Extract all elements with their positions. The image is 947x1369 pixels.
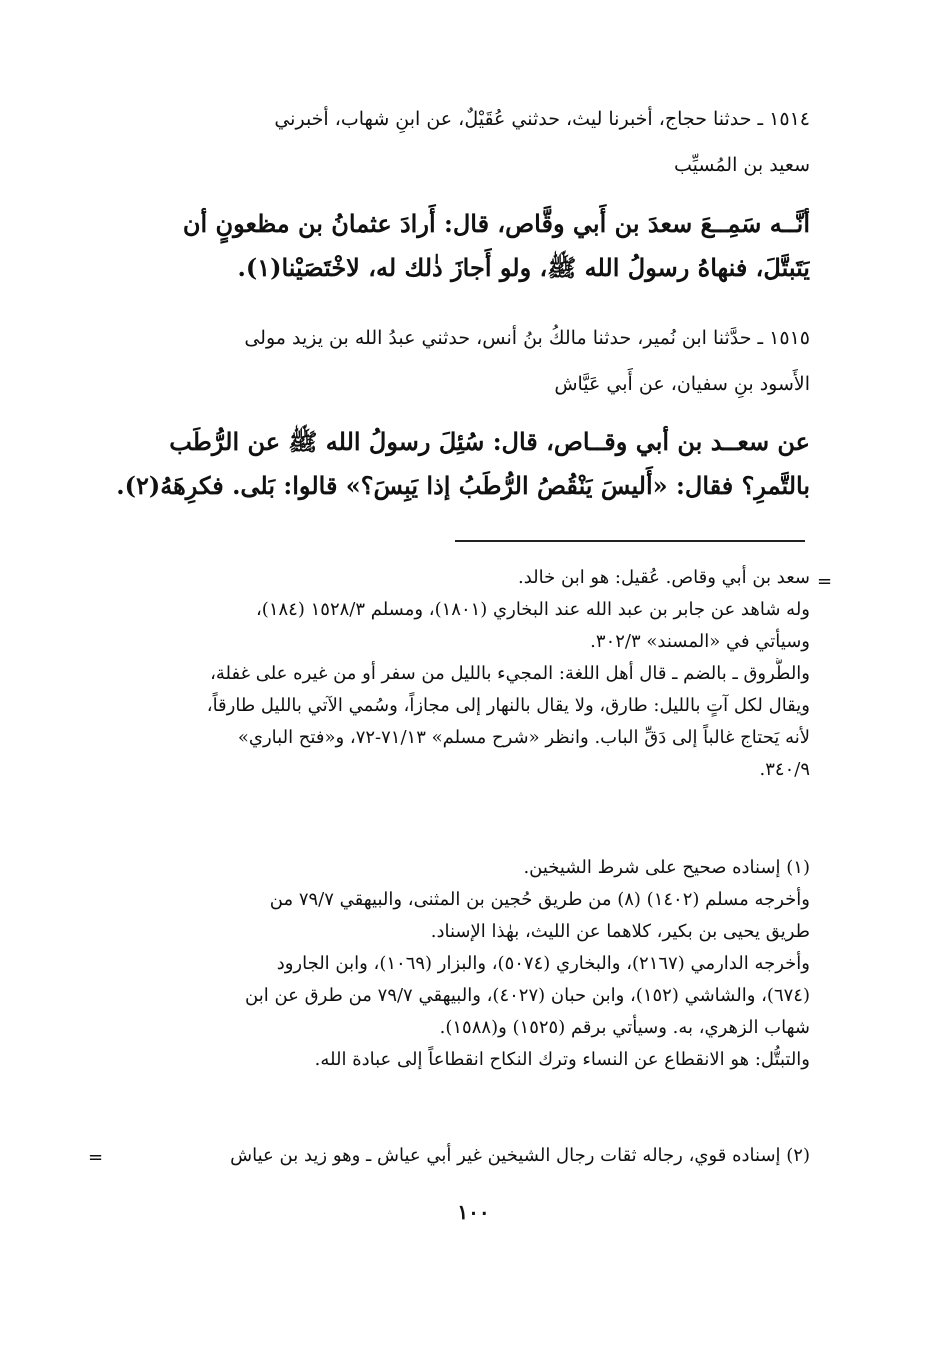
footnote-line: وله شاهد عن جابر بن عبد الله عند البخاري (١٨٠١)، ومسلم ١٥٢٨/٣ (١٨٤)، [256,599,810,620]
footnote-line: ٣٤٠/٩. [759,759,810,780]
footnote-line: (١) إسناده صحيح على شرط الشيخين. [523,857,810,878]
matn-line: يَتَبتَّلَ، فنهاهُ رسولُ الله ﷺ، ولو أَجازَ ذٰلك له، لاخْتَصَيْنا(١). [237,253,810,282]
footnote-continued [105,562,810,786]
hadith-1514-isnad [105,96,810,188]
footnote-line: وأخرجه مسلم (١٤٠٢) (٨) من طريق حُجين بن المثنى، والبيهقي ٧٩/٧ من [269,889,810,910]
footnote-line: شهاب الزهري، به. وسيأتي برقم (١٥٢٥) و(١٥٨٨). [439,1017,810,1038]
footnote-2 [105,1140,810,1172]
footnote-1 [105,852,810,1076]
footnote-line: وسيأتي في «المسند» ٣٠٢/٣. [590,631,810,652]
footnote-line: لأنه يَحتاج غالباً إلى دَقِّ الباب. وانظر «شرح مسلم» ٧١/١٣-٧٢، و«فتح الباري» [237,727,810,748]
footnote-separator [455,540,805,542]
footnote-line: والطُّروق ـ بالضم ـ قال أهل اللغة: المجيء بالليل من سفر أو من غيره على غفلة، [210,663,810,684]
page-number: ١٠٠ [457,1200,490,1224]
matn-line: عن سعــد بن أبي وقــاص، قال: سُئِلَ رسولُ الله ﷺ عن الرُّطَب [169,427,810,456]
hadith-1515-isnad [105,315,810,407]
isnad-line: ١٥١٥ ـ حدَّثنا ابن نُمير، حدثنا مالكُ بنُ أنس، حدثني عبدُ الله بن يزيد مولى [244,327,810,349]
footnote-line: (٢) إسناده قوي، رجاله ثقات رجال الشيخين غير أبي عياش ـ وهو زيد بن عياش [230,1145,810,1166]
isnad-line: الأَسود بنِ سفيان، عن أَبي عَيَّاش [554,373,810,395]
footnote-line: سعد بن أبي وقاص. عُقيل: هو ابن خالد. [518,567,810,588]
isnad-line: سعيد بن المُسيِّب [673,154,810,176]
matn-line: أنَّــه سَمِــعَ سعدَ بن أَبي وقَّاص، قال: أَرادَ عثمانُ بن مظعونٍ أن [182,209,810,238]
hadith-1514-matn [105,202,810,290]
footnote-line: طريق يحيى بن بكير، كلاهما عن الليث، بهٰذا الإسناد. [430,921,810,942]
footnote-line: ويقال لكل آتٍ بالليل: طارق، ولا يقال بالنهار إلى مجازاً، وسُمي الآتي بالليل طارقاً، [206,695,810,716]
matn-line: بالتَّمرِ؟ فقال: «أَليسَ يَنْقُصُ الرُّطَبُ إذا يَبِسَ؟» قالوا: بَلى. فكرِهَهُ(٢). [116,471,810,500]
continuation-mark: = [88,1147,104,1168]
footnote-line: والتبتُّل: هو الانقطاع عن النساء وترك النكاح انقطاعاً إلى عبادة الله. [314,1049,810,1070]
isnad-line: ١٥١٤ ـ حدثنا حجاج، أخبرنا ليث، حدثني عُقَيْلٌ، عن ابنِ شهاب، أخبرني [274,108,810,130]
footnote-line: (٦٧٤)، والشاشي (١٥٢)، وابن حبان (٤٠٢٧)، والبيهقي ٧٩/٧ من طرق عن ابن [245,985,810,1006]
hadith-1515-matn [105,420,810,508]
continuation-mark: = [817,571,833,592]
footnote-line: وأخرجه الدارمي (٢١٦٧)، والبخاري (٥٠٧٤)، والبزار (١٠٦٩)، وابن الجارود [276,953,810,974]
